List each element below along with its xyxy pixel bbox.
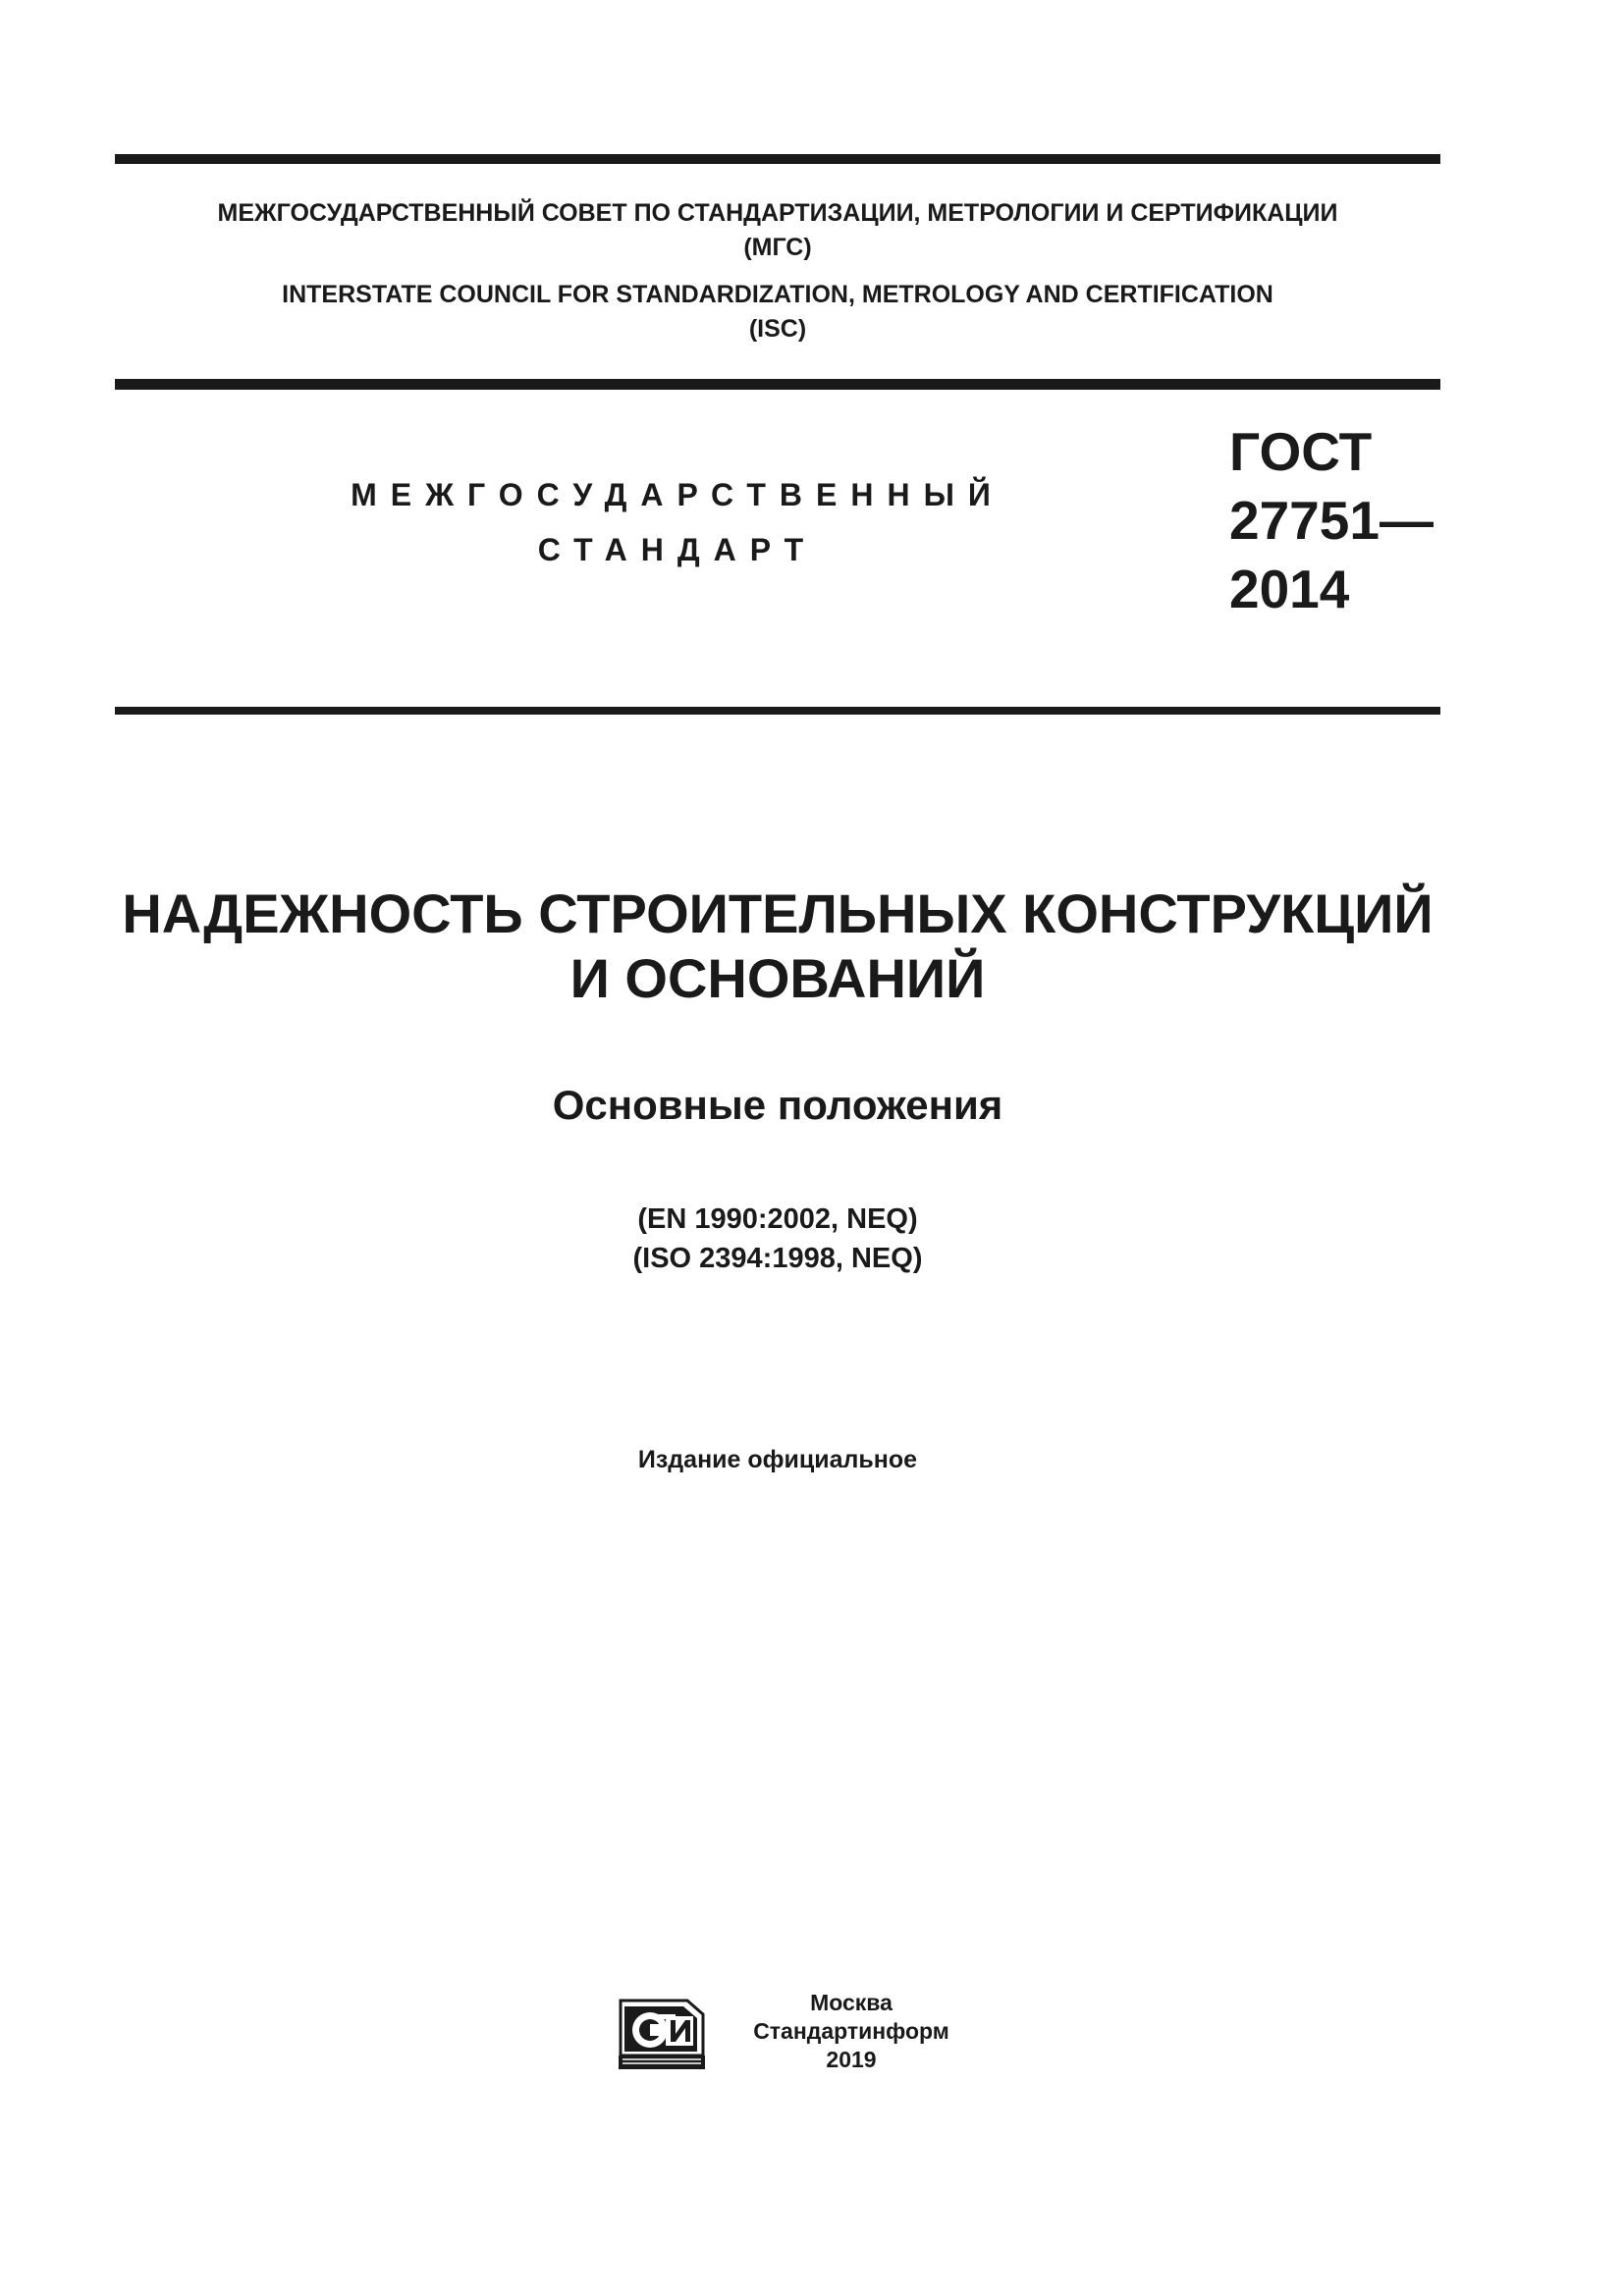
council-name-en — [115, 278, 1440, 347]
council-abbr-ru: (МГС) — [743, 234, 812, 261]
publisher-city: Москва — [810, 1990, 893, 2015]
publisher-year: 2019 — [826, 2047, 877, 2072]
standartinform-logo-icon — [615, 1995, 709, 2073]
publisher-name: Стандартинформ — [753, 2018, 949, 2044]
gost-designation — [1229, 417, 1434, 623]
reference-iso: (ISO 2394:1998, NEQ) — [632, 1243, 923, 1274]
council-name-ru-line1: МЕЖГОСУДАРСТВЕННЫЙ СОВЕТ ПО СТАНДАРТИЗАЦИИ, МЕТРОЛОГИИ И СЕРТИФИКАЦИИ — [217, 199, 1338, 227]
document-title-line2: И ОСНОВАНИЙ — [569, 947, 986, 1009]
document-title-line1: НАДЕЖНОСТЬ СТРОИТЕЛЬНЫХ КОНСТРУКЦИЙ — [122, 882, 1434, 944]
gost-year: 2014 — [1229, 559, 1350, 619]
standard-type-line2: СТАНДАРТ — [537, 532, 818, 567]
gost-prefix: ГОСТ — [1229, 421, 1373, 482]
standard-type-label — [324, 467, 1031, 577]
gost-number: 27751— — [1229, 490, 1434, 551]
council-name-ru — [115, 196, 1440, 265]
edition-note: Издание официальное — [637, 1446, 918, 1473]
header-divider-rule — [115, 379, 1440, 390]
publisher-info — [729, 1989, 974, 2074]
reference-standards — [115, 1200, 1440, 1278]
standard-type-line1: МЕЖГОСУДАРСТВЕННЫЙ — [351, 477, 1004, 512]
council-abbr-en: (ISC) — [748, 315, 807, 343]
reference-en: (EN 1990:2002, NEQ) — [637, 1203, 918, 1235]
council-name-en-line1: INTERSTATE COUNCIL FOR STANDARDIZATION, METROLOGY AND CERTIFICATION — [282, 281, 1273, 308]
document-title — [115, 881, 1440, 1011]
document-subtitle: Основные положения — [552, 1082, 1003, 1128]
designation-divider-rule — [115, 707, 1440, 715]
top-divider-rule — [115, 154, 1440, 164]
